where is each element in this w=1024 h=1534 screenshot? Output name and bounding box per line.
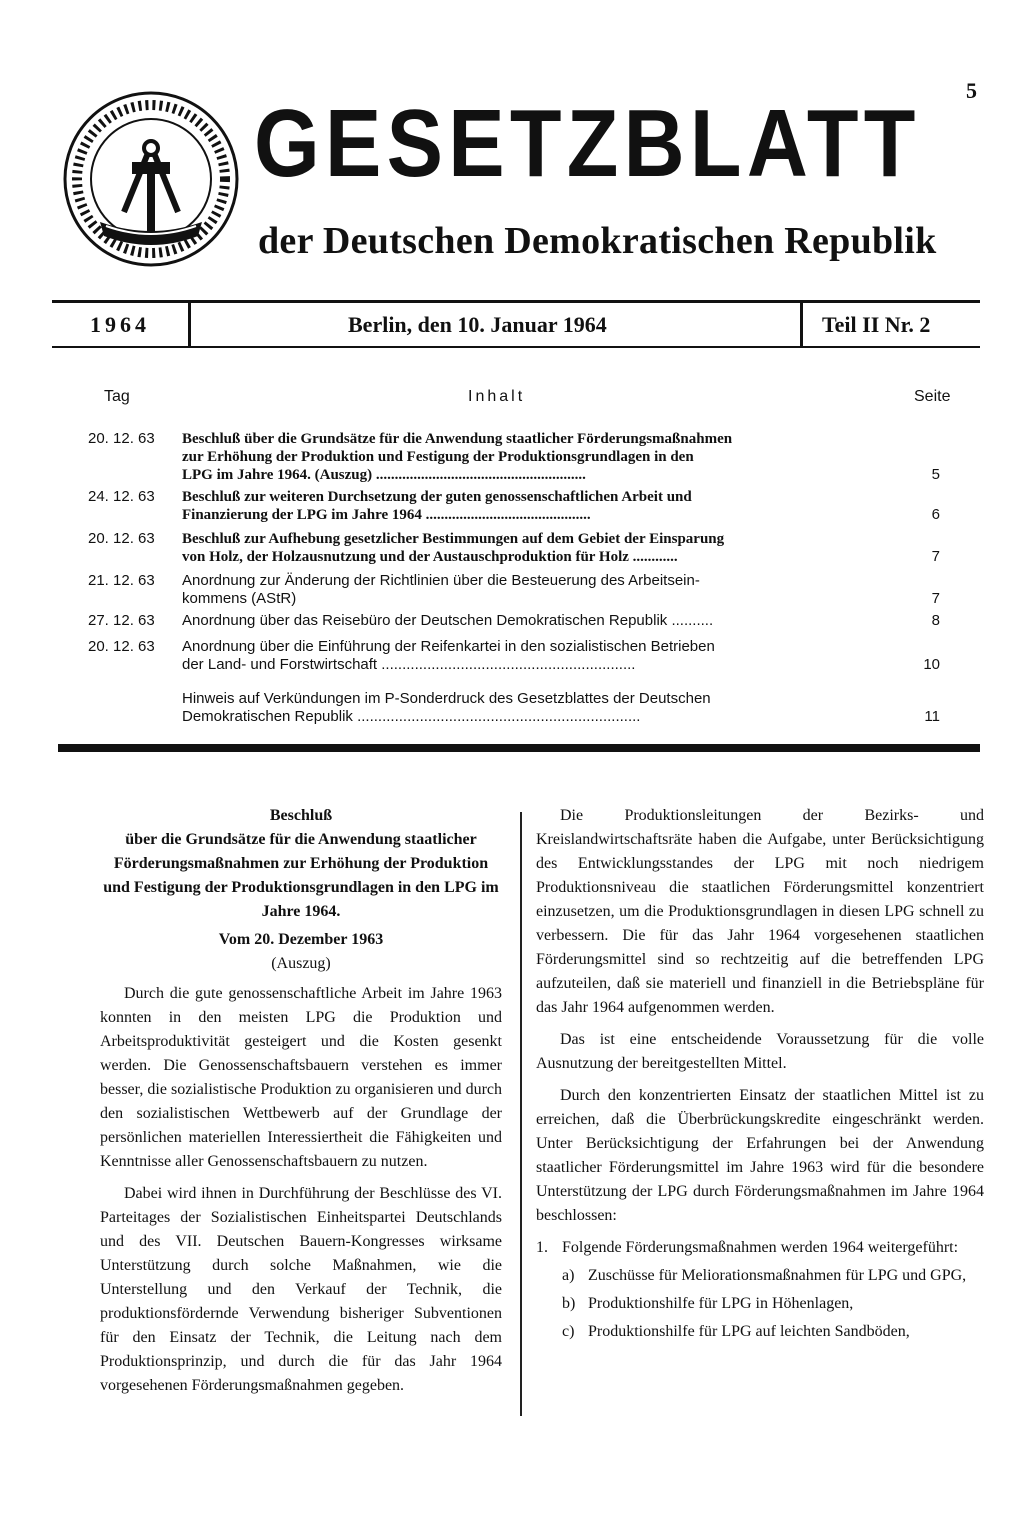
masthead-subtitle: der Deutschen Demokratischen Republik [258,220,937,262]
dateline-year: 1964 [90,312,150,337]
toc-entry-line: Beschluß zur weiteren Durchsetzung der guten genossenschaftlichen Arbeit und [182,489,692,505]
list-subitem [562,1320,984,1344]
article-note: (Auszug) [271,955,331,972]
toc-entry-line: Hinweis auf Verkündungen im P-Sonderdruck des Gesetzblattes der Deutschen [182,690,711,707]
toc-entry-title [182,430,870,484]
toc-entry-page: 8 [931,612,940,629]
article-column-left [100,804,502,1406]
list-subitem [562,1264,984,1288]
toc-header-date: Tag [104,388,130,405]
toc-entry-date: 24. 12. 63 [88,488,155,505]
article-title: über die Grundsätze für die Anwendung staatlicher Förderungsmaßnahmen zur Erhöhung der Produktion und Festigung der Produktionsgrundlagen in den LPG im Jahre 1964. [103,831,499,920]
toc-entry-title [182,612,870,630]
toc-entry-title [182,488,870,524]
toc-entry-line: der Land- und Forstwirtschaft ............................................................. [182,656,636,673]
section-rule [58,744,980,752]
toc-entry-title [182,638,870,674]
article-paragraph: Das ist eine entscheidende Voraussetzung für die volle Ausnutzung der bereitgestellten Mittel. [536,1031,984,1072]
list-item-number: 1. [536,1239,548,1256]
toc-entry-title [182,530,870,566]
list-subitem [562,1292,984,1316]
toc-entry-page: 10 [923,656,940,673]
list-item-text: Folgende Förderungsmaßnahmen werden 1964 weitergeführt: [562,1239,959,1256]
toc-entry-line: LPG im Jahre 1964. (Auszug) ........................................................ [182,467,586,483]
list-subitem-text: Produktionshilfe für LPG auf leichten Sandböden, [588,1323,910,1340]
toc-entry-date: 20. 12. 63 [88,530,155,547]
toc-entry-date: 21. 12. 63 [88,572,155,589]
list-subitem-text: Zuschüsse für Meliorationsmaßnahmen für LPG und GPG, [588,1267,967,1284]
article-paragraph: Dabei wird ihnen in Durchführung der Beschlüsse des VI. Parteitages der Sozialistischen Einheitspartei Deutschlands und des VII. Deutschen Bauern-Kongresses wirksame Unterstützung durch solche Maßnahmen, wie die Unterstellung und den Verkauf der Technik, die produktionsfördernde Verwendung bisheriger Subventionen für den Einsatz der Technik, die Leitung nach dem Produktionsprinzip, und durch die für das Jahr 1964 vorgesehenen Förderungsmaßnahmen gegeben. [100,1185,502,1394]
dateline-divider-left [188,300,191,348]
toc-entry-line: von Holz, der Holzausnutzung und der Austauschproduktion für Holz ............ [182,549,678,565]
article-column-right [536,804,984,1348]
toc-entry-page: 7 [931,548,940,565]
toc-entry-line: Anordnung über die Einführung der Reifenkartei in den sozialistischen Betrieben [182,638,715,655]
toc-entry-line: kommens (AStR) [182,590,297,607]
toc-entry-title [182,572,870,608]
toc-entry-title [182,690,870,726]
toc-entry-line: Anordnung über das Reisebüro der Deutschen Demokratischen Republik .......... [182,612,714,629]
article-date: Vom 20. Dezember 1963 [218,931,384,948]
list-subitem-text: Produktionshilfe für LPG in Höhenlagen, [588,1295,854,1312]
article-paragraph: Die Produktionsleitungen der Bezirks- und Kreislandwirtschaftsräte haben die Aufgabe, unter Berücksichtigung des Entwicklungsstandes der LPG mit noch niedrigem Produktionsniveau die staatlichen Förderungsmittel konzentriert einzusetzen, um die Produktionsgrundlagen in diesen LPG schnell zu verbessern. Die für das Jahr 1964 vorgesehenen staatlichen Förderungsmittel sind so rechtzeitig auf die betreffenden LPG aufzuteilen, daß sie materiell und finanziell in die Betriebspläne für das Jahr 1964 aufgenommen werden. [536,807,984,1016]
state-emblem-icon [62,90,240,268]
list-subitem-label: c) [562,1323,575,1340]
list-subitem-label: a) [562,1267,575,1284]
toc-header-page: Seite [914,388,951,405]
dateline-divider-right [800,300,803,348]
toc-entry-page: 7 [931,590,940,607]
toc-entry-line: zur Erhöhung der Produktion und Festigung der Produktionsgrundlagen in den [182,449,694,465]
article-paragraph: Durch die gute genossenschaftliche Arbeit im Jahre 1963 konnten in den meisten LPG die Produktion und Arbeitsproduktivität gesteigert und die Kosten gesenkt werden. Die Genossenschaftsbauern verstehen es immer besser, die sozialistische Produktion zu organisieren und durch den sozialistischen Wettbewerb auf der Grundlage der persönlichen materiellen Interessiertheit die Fähigkeiten und Kenntnisse aller Genossenschaftsbauern zu nutzen. [100,985,502,1170]
toc-entry-date: 27. 12. 63 [88,612,155,629]
list-item [536,1236,984,1260]
dateline-bottom-rule [52,346,980,348]
toc-header-content: Inhalt [468,388,526,405]
dateline-issue: Teil II Nr. 2 [822,312,931,337]
masthead-title: GESETZBLATT [254,90,921,197]
article-heading: Beschluß [269,807,333,824]
toc-entry-line: Anordnung zur Änderung der Richtlinien über die Besteuerung des Arbeitsein- [182,572,700,589]
toc-entry-line: Beschluß zur Aufhebung gesetzlicher Bestimmungen auf dem Gebiet der Einsparung [182,531,725,547]
toc-entry-line: Demokratischen Republik .................................................................... [182,708,641,725]
dateline-place-date: Berlin, den 10. Januar 1964 [348,312,607,337]
toc-entry-page: 5 [931,466,940,483]
list-subitem-label: b) [562,1295,576,1312]
article-paragraph: Durch den konzentrierten Einsatz der staatlichen Mittel ist zu erreichen, daß die Überbrückungskredite eingeschränkt werden. Unter Berücksichtigung der Erfahrungen bei der Anwendung staatlicher Förderungsmittel im Jahre 1963 wird für die besondere Unterstützung der LPG durch Förderungsmaßnahmen im Jahre 1964 beschlossen: [536,1087,984,1224]
toc-entry-page: 11 [924,708,940,725]
toc-entry-line: Finanzierung der LPG im Jahre 1964 ............................................ [182,507,591,523]
dateline-top-rule [52,300,980,303]
toc-entry-date: 20. 12. 63 [88,430,155,447]
toc-entry-page: 6 [931,506,940,523]
toc-entry-date: 20. 12. 63 [88,638,155,655]
page-number: 5 [966,78,977,103]
column-divider [520,812,522,1416]
toc-entry-line: Beschluß über die Grundsätze für die Anwendung staatlicher Förderungsmaßnahmen [182,431,733,447]
